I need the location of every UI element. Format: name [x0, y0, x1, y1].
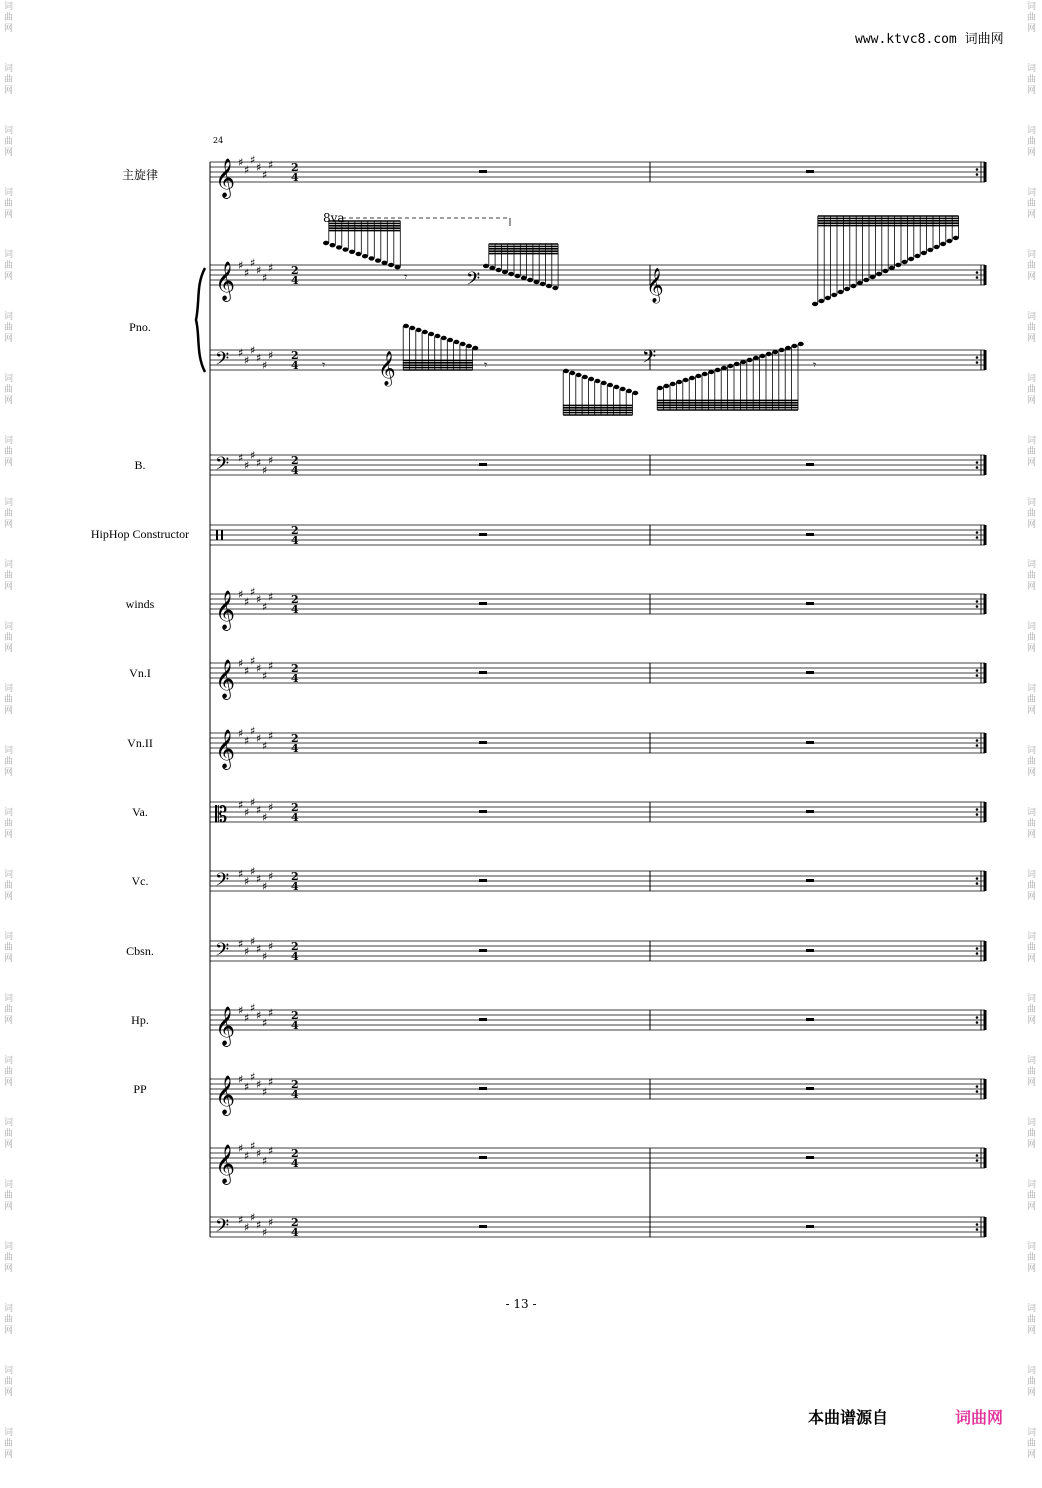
note-head	[527, 278, 533, 282]
sharp-icon: ♯	[268, 1216, 274, 1229]
instrument-label-winds: winds	[125, 597, 155, 611]
rest-icon	[806, 602, 814, 605]
sharp-icon: ♯	[262, 1154, 268, 1168]
note-head	[409, 326, 415, 330]
rest-icon	[479, 602, 487, 605]
sharp-icon: ♯	[238, 1213, 244, 1227]
rest-icon	[479, 671, 487, 674]
time-signature-bottom: 4	[291, 1157, 299, 1170]
clef-icon: 𝄢	[215, 1216, 230, 1241]
sharp-icon: ♯	[238, 588, 244, 601]
staff	[210, 935, 985, 965]
sharp-icon: ♯	[256, 264, 262, 277]
note-head	[403, 324, 409, 328]
page-number: - 13 -	[505, 1297, 537, 1311]
sharp-icon: ♯	[256, 1218, 262, 1232]
note-head	[428, 332, 434, 336]
time-signature-bottom: 4	[291, 603, 299, 616]
note-head	[676, 380, 682, 384]
time-signature-bottom: 4	[291, 171, 299, 184]
clef-icon: 𝄢	[215, 870, 230, 895]
note-head	[382, 261, 388, 265]
instrument-label-bass: B.	[134, 458, 146, 472]
sharp-icon: ♯	[268, 590, 274, 604]
sharp-icon: ♯	[268, 454, 274, 467]
sharp-icon: ♯	[244, 734, 250, 748]
note-head	[323, 241, 329, 245]
sharp-icon: ♯	[250, 654, 256, 668]
time-signature-top: 2	[291, 1147, 299, 1160]
instrument-label-cbsn: Cbsn.	[126, 944, 154, 958]
time-signature-bottom: 4	[291, 359, 299, 372]
note-head	[489, 266, 495, 270]
note-head	[356, 252, 362, 256]
staff	[210, 1140, 985, 1186]
sharp-icon: ♯	[256, 161, 262, 174]
clef-icon: 𝄡	[215, 803, 228, 828]
note-head	[908, 257, 914, 261]
staff	[210, 1002, 985, 1048]
note-head	[747, 358, 753, 362]
eighth-rest-icon: 𝄾	[484, 358, 488, 372]
sharp-icon: ♯	[268, 870, 274, 883]
instrument-label-vn2: Vn.II	[127, 736, 153, 750]
rest-icon	[806, 949, 814, 952]
time-signature-top: 2	[291, 1009, 299, 1022]
note-head	[818, 299, 824, 303]
note-head	[927, 248, 933, 252]
right-watermark-column: 词 曲 网 词 曲 网 词 曲 网 词 曲 网 词 曲 网 词 曲 网 词 曲 网 词 曲 网 词 曲 网 词 曲 网 词 曲 网 词 曲 网 词 曲 网 词 曲 网 词 曲 网 词 曲 网 词 曲 网 词 曲 网 词 曲 网 词 曲 网 词 曲 网 词 曲 网 词 曲 网 词 曲 网	[1027, 2, 1037, 1460]
staff	[210, 344, 985, 374]
clef-icon: 𝄞	[215, 1144, 236, 1184]
note-head	[441, 336, 447, 340]
sharp-icon: ♯	[238, 798, 244, 812]
note-head	[838, 290, 844, 294]
time-signature-bottom: 4	[291, 1088, 299, 1101]
sharp-icon: ♯	[262, 168, 268, 182]
note-head	[453, 340, 459, 344]
sharp-icon: ♯	[244, 945, 250, 958]
sharp-icon: ♯	[262, 811, 268, 824]
sharp-icon: ♯	[256, 456, 262, 470]
time-signature-top: 2	[291, 593, 299, 606]
sharp-icon: ♯	[262, 950, 268, 963]
sharp-icon: ♯	[250, 1139, 256, 1153]
sharp-icon: ♯	[238, 657, 244, 670]
sharp-icon: ♯	[256, 1078, 262, 1091]
note-head	[601, 381, 607, 385]
time-signature-top: 2	[291, 940, 299, 953]
rest-icon	[479, 170, 487, 173]
clef-icon: 𝄞	[215, 1006, 236, 1046]
sharp-icon: ♯	[238, 451, 244, 465]
note-head	[395, 265, 401, 269]
note-head	[844, 287, 850, 291]
rest-icon	[806, 1225, 814, 1228]
treble-clef-icon: 𝄞	[378, 351, 396, 386]
sharp-icon: ♯	[244, 595, 250, 609]
note-head	[882, 269, 888, 273]
note-head	[934, 245, 940, 249]
rest-icon	[806, 671, 814, 674]
note-head	[483, 264, 489, 268]
rest-icon	[479, 810, 487, 813]
note-head	[620, 387, 626, 391]
staff	[210, 655, 985, 701]
footer-source-label: 本曲谱源自	[808, 1408, 889, 1427]
instrument-label-hp: Hp.	[131, 1013, 149, 1027]
sharp-icon: ♯	[238, 259, 244, 272]
sharp-icon: ♯	[268, 801, 274, 814]
note-head	[533, 280, 539, 284]
sharp-icon: ♯	[268, 158, 274, 172]
staff	[210, 865, 985, 895]
sharp-icon: ♯	[244, 875, 250, 888]
sharp-icon: ♯	[250, 585, 256, 599]
staff	[210, 586, 985, 632]
clef-icon: 𝄞	[215, 729, 236, 769]
note-head	[689, 376, 695, 380]
rest-icon	[479, 949, 487, 952]
sharp-icon: ♯	[256, 1147, 262, 1160]
sharp-icon: ♯	[262, 1226, 268, 1239]
time-signature-bottom: 4	[291, 950, 299, 963]
note-head	[914, 254, 920, 258]
instrument-label-piano: Pno.	[129, 320, 151, 334]
sharp-icon: ♯	[238, 867, 244, 881]
note-head	[362, 254, 368, 258]
clef-icon: 𝄞	[215, 1075, 236, 1115]
rest-icon	[806, 170, 814, 173]
piano-brace	[196, 268, 205, 372]
rest-icon	[479, 1018, 487, 1021]
instrument-label-vn1: Vn.I	[129, 666, 151, 680]
note-head	[772, 350, 778, 354]
note-head	[876, 272, 882, 276]
time-signature-bottom: 4	[291, 742, 299, 755]
note-head	[657, 386, 663, 390]
sharp-icon: ♯	[262, 1016, 268, 1030]
note-head	[632, 391, 638, 395]
note-head	[447, 338, 453, 342]
rest-icon	[479, 1225, 487, 1228]
time-signature-bottom: 4	[291, 534, 299, 547]
note-head	[552, 286, 558, 290]
rest-icon	[806, 463, 814, 466]
sharp-icon: ♯	[262, 880, 268, 893]
rest-icon	[479, 879, 487, 882]
instrument-label-melody: 主旋律	[121, 168, 158, 182]
note-head	[670, 382, 676, 386]
time-signature-top: 2	[291, 870, 299, 883]
staff	[210, 154, 985, 200]
ottava-label: 8va	[323, 211, 345, 225]
note-head	[785, 346, 791, 350]
sharp-icon: ♯	[244, 1221, 250, 1234]
staff	[210, 524, 985, 547]
instrument-label-va: Va.	[132, 805, 148, 819]
note-head	[422, 330, 428, 334]
time-signature-top: 2	[291, 1216, 299, 1229]
sharp-icon: ♯	[238, 1073, 244, 1086]
clef-icon: 𝄞	[215, 261, 236, 301]
sharp-icon: ♯	[238, 346, 244, 360]
sharp-icon: ♯	[268, 1075, 274, 1089]
note-head	[695, 374, 701, 378]
sharp-icon: ♯	[250, 1070, 256, 1084]
rest-icon	[479, 741, 487, 744]
clef-icon: 𝄢	[215, 454, 230, 479]
sharp-icon: ♯	[262, 271, 268, 285]
sharp-icon: ♯	[250, 724, 256, 738]
treble-clef-icon: 𝄞	[646, 268, 664, 303]
time-signature-bottom: 4	[291, 811, 299, 824]
sharp-icon: ♯	[250, 1211, 256, 1224]
time-signature-bottom: 4	[291, 1226, 299, 1239]
note-head	[546, 284, 552, 288]
note-head	[727, 364, 733, 368]
sharp-icon: ♯	[256, 732, 262, 745]
time-signature-bottom: 4	[291, 274, 299, 287]
note-head	[508, 272, 514, 276]
note-head	[563, 369, 569, 373]
sharp-icon: ♯	[268, 659, 274, 673]
time-signature-top: 2	[291, 1078, 299, 1091]
note-head	[540, 282, 546, 286]
note-head	[779, 348, 785, 352]
note-head	[870, 275, 876, 279]
note-head	[850, 284, 856, 288]
sharp-icon: ♯	[256, 593, 262, 606]
note-head	[388, 263, 394, 267]
note-head	[902, 260, 908, 264]
time-signature-top: 2	[291, 662, 299, 675]
note-head	[812, 302, 818, 306]
note-head	[759, 354, 765, 358]
note-head	[375, 258, 381, 262]
instrument-label-vc: Vc.	[131, 874, 149, 888]
note-head	[791, 344, 797, 348]
site-header: www.ktvc8.com 词曲网	[855, 32, 1004, 47]
note-head	[521, 276, 527, 280]
time-signature-top: 2	[291, 349, 299, 362]
note-head	[502, 270, 508, 274]
sharp-icon: ♯	[250, 796, 256, 809]
sharp-icon: ♯	[250, 1001, 256, 1015]
sharp-icon: ♯	[250, 935, 256, 948]
sharp-icon: ♯	[262, 359, 268, 372]
note-head	[613, 385, 619, 389]
sharp-icon: ♯	[244, 1080, 250, 1094]
bass-clef-icon: 𝄢	[466, 269, 481, 294]
sharp-icon: ♯	[256, 803, 262, 817]
rest-icon	[479, 533, 487, 536]
sharp-icon: ♯	[244, 806, 250, 819]
piano-passage	[322, 211, 959, 415]
sharp-icon: ♯	[256, 351, 262, 365]
rest-icon	[479, 1156, 487, 1159]
note-head	[607, 383, 613, 387]
time-signature-top: 2	[291, 732, 299, 745]
note-head	[708, 370, 714, 374]
note-head	[734, 362, 740, 366]
note-head	[921, 251, 927, 255]
sharp-icon: ♯	[262, 669, 268, 683]
sharp-icon: ♯	[244, 354, 250, 367]
eighth-rest-icon: 𝄾	[813, 358, 817, 372]
instrument-label-hiphop: HipHop Constructor	[90, 527, 190, 541]
clef-icon: 𝄢	[215, 349, 230, 374]
sharp-icon: ♯	[250, 865, 256, 878]
rest-icon	[806, 1156, 814, 1159]
sharp-icon: ♯	[268, 940, 274, 953]
note-head	[766, 352, 772, 356]
time-signature-top: 2	[291, 161, 299, 174]
footer-source-name: 词曲网	[955, 1408, 1004, 1427]
time-signature-top: 2	[291, 801, 299, 814]
time-signature-top: 2	[291, 264, 299, 277]
sharp-icon: ♯	[256, 1009, 262, 1022]
sharp-icon: ♯	[268, 1006, 274, 1020]
sharp-icon: ♯	[238, 156, 244, 169]
sharp-icon: ♯	[238, 1142, 244, 1155]
note-head	[946, 239, 952, 243]
eighth-rest-icon: 𝄾	[404, 270, 408, 284]
note-head	[460, 342, 466, 346]
note-head	[663, 384, 669, 388]
rest-icon	[806, 1087, 814, 1090]
sharp-icon: ♯	[250, 256, 256, 270]
note-head	[416, 328, 422, 332]
note-head	[953, 236, 959, 240]
sharp-icon: ♯	[238, 727, 244, 740]
sharp-icon: ♯	[250, 449, 256, 462]
sharp-icon: ♯	[256, 942, 262, 956]
note-head	[515, 274, 521, 278]
sharp-icon: ♯	[238, 1004, 244, 1017]
staff	[210, 1211, 985, 1241]
note-head	[831, 293, 837, 297]
note-head	[349, 250, 355, 254]
note-head	[569, 371, 575, 375]
note-head	[940, 242, 946, 246]
note-head	[369, 256, 375, 260]
note-head	[825, 296, 831, 300]
measure-number: 24	[213, 136, 224, 145]
staff	[210, 449, 985, 479]
time-signature-bottom: 4	[291, 672, 299, 685]
note-head	[753, 356, 759, 360]
clef-icon: 𝄞	[215, 590, 236, 630]
staff	[210, 796, 985, 828]
note-head	[588, 377, 594, 381]
rest-icon	[806, 1018, 814, 1021]
sharp-icon: ♯	[262, 464, 268, 477]
instrument-label-pp: PP	[133, 1082, 147, 1096]
rest-icon	[479, 463, 487, 466]
sharp-icon: ♯	[244, 459, 250, 472]
sharp-icon: ♯	[268, 729, 274, 743]
rest-icon	[806, 810, 814, 813]
sharp-icon: ♯	[244, 163, 250, 177]
sharp-icon: ♯	[262, 739, 268, 753]
bass-clef-icon: 𝄢	[642, 347, 657, 372]
sharp-icon: ♯	[244, 1011, 250, 1025]
rest-icon	[806, 879, 814, 882]
note-head	[595, 379, 601, 383]
clef-icon: 𝄞	[215, 659, 236, 699]
note-head	[330, 243, 336, 247]
note-head	[715, 368, 721, 372]
staff	[210, 1071, 985, 1117]
clef-icon: 𝄞	[215, 158, 236, 198]
note-head	[626, 389, 632, 393]
note-head	[576, 373, 582, 377]
note-head	[582, 375, 588, 379]
note-head	[702, 372, 708, 376]
sharp-icon: ♯	[268, 261, 274, 275]
left-watermark-column: 词 曲 网 词 曲 网 词 曲 网 词 曲 网 词 曲 网 词 曲 网 词 曲 网 词 曲 网 词 曲 网 词 曲 网 词 曲 网 词 曲 网 词 曲 网 词 曲 网 词 曲 网 词 曲 网 词 曲 网 词 曲 网 词 曲 网 词 曲 网 词 曲 网 词 曲 网 词 曲 网 词 曲 网	[4, 2, 14, 1460]
rest-icon	[479, 1087, 487, 1090]
note-head	[889, 266, 895, 270]
eighth-rest-icon: 𝄾	[322, 358, 326, 372]
sharp-icon: ♯	[244, 664, 250, 678]
time-signature-bottom: 4	[291, 1019, 299, 1032]
sharp-icon: ♯	[268, 1144, 274, 1158]
note-head	[343, 247, 349, 251]
staves	[196, 154, 985, 1242]
clef-icon: 𝄢	[215, 940, 230, 965]
time-signature-top: 2	[291, 524, 299, 537]
note-head	[721, 366, 727, 370]
time-signature-top: 2	[291, 454, 299, 467]
note-head	[466, 344, 472, 348]
note-head	[496, 268, 502, 272]
note-head	[683, 378, 689, 382]
sharp-icon: ♯	[256, 872, 262, 886]
note-head	[798, 342, 804, 346]
sharp-icon: ♯	[268, 349, 274, 362]
sharp-icon: ♯	[262, 1085, 268, 1099]
sharp-icon: ♯	[238, 937, 244, 951]
note-head	[740, 360, 746, 364]
note-head	[857, 281, 863, 285]
sharp-icon: ♯	[256, 662, 262, 675]
rest-icon	[806, 533, 814, 536]
sharp-icon: ♯	[244, 266, 250, 280]
note-head	[895, 263, 901, 267]
note-head	[435, 334, 441, 338]
sharp-icon: ♯	[262, 600, 268, 614]
sharp-icon: ♯	[244, 1149, 250, 1163]
note-head	[336, 245, 342, 249]
sharp-icon: ♯	[250, 153, 256, 167]
time-signature-bottom: 4	[291, 880, 299, 893]
time-signature-bottom: 4	[291, 464, 299, 477]
rest-icon	[806, 741, 814, 744]
note-head	[863, 278, 869, 282]
sharp-icon: ♯	[250, 344, 256, 357]
staff	[210, 725, 985, 771]
note-head	[472, 346, 478, 350]
